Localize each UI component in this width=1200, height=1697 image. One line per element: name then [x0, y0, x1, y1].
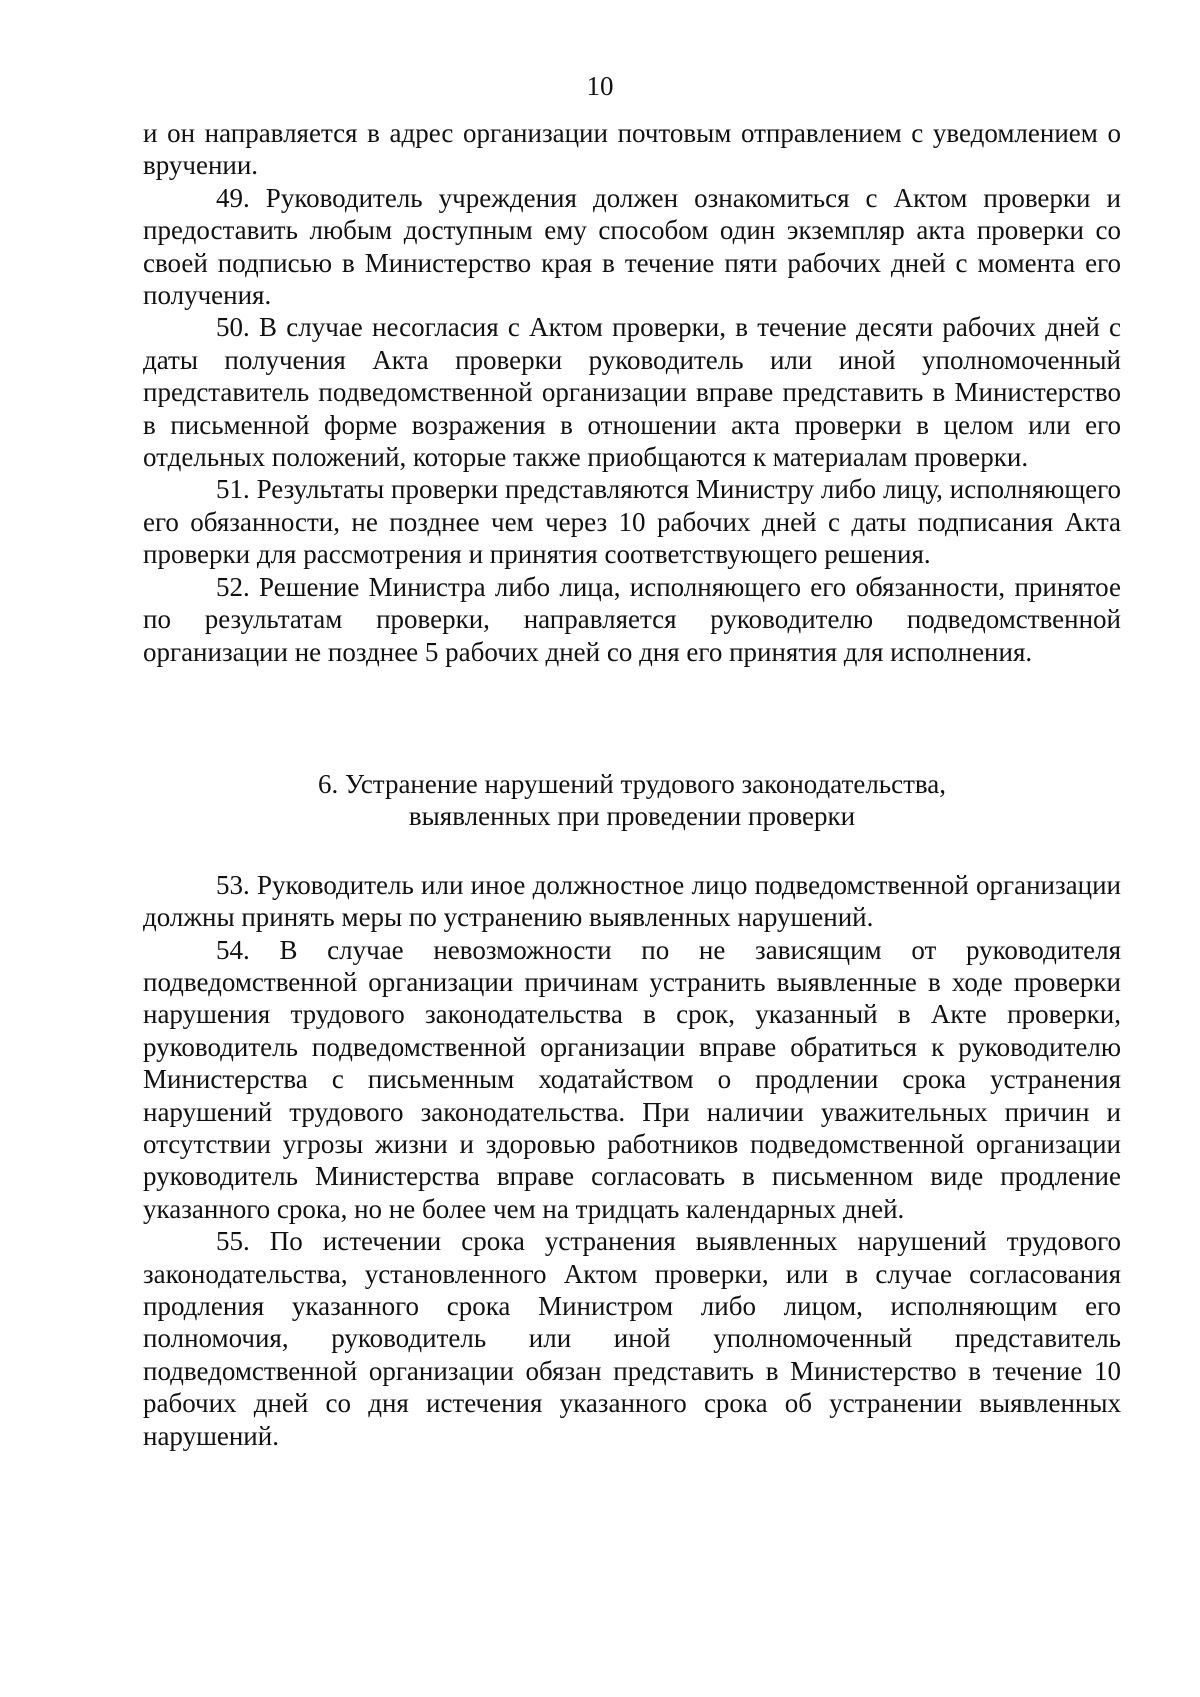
paragraph-continuation: и он направляется в адрес организации почтовым отправлением с уведомлением о вручении.	[143, 118, 1121, 181]
paragraph-52: 52. Решение Министра либо лица, исполняющего его обязанности, принятое по результатам проверки, направляется руководителю подведомственной организации не позднее 5 рабочих дней со дня его принятия для исполнения.	[143, 571, 1121, 667]
paragraph-51: 51. Результаты проверки представляются Министру либо лицу, исполняющего его обязанности, не позднее чем через 10 рабочих дней с даты подписания Акта проверки для рассмотрения и принятия соответствующего решения.	[143, 474, 1121, 570]
section-heading-line-1: 6. Устранение нарушений трудового законодательства,	[317, 768, 947, 799]
section-heading-line-2: выявленных при проведении проверки	[408, 801, 856, 832]
paragraph-50: 50. В случае несогласия с Актом проверки, в течение десяти рабочих дней с даты получения Акта проверки руководитель или иной уполномоченный представитель подведомственной организации вправе представить в Министерство в письменной форме возражения в отношении акта проверки в целом или его отдельных положений, которые также приобщаются к материалам проверки.	[143, 312, 1121, 473]
paragraph-55: 55. По истечении срока устранения выявленных нарушений трудового законодательства, установленного Актом проверки, или в случае согласования продления указанного срока Министром либо лицом, исполняющим его полномочия, руководитель или иной уполномоченный представитель подведомственной организации обязан представить в Министерство в течение 10 рабочих дней со дня истечения указанного срока об устранении выявленных нарушений.	[143, 1226, 1121, 1451]
paragraph-54: 54. В случае невозможности по не зависящим от руководителя подведомственной организации причинам устранить выявленные в ходе проверки нарушения трудового законодательства в срок, указанный в Акте проверки, руководитель подведомственной организации вправе обратиться к руководителю Министерства с письменным ходатайством о продлении срока устранения нарушений трудового законодательства. При наличии уважительных причин и отсутствии угрозы жизни и здоровью работников подведомственной организации руководитель Министерства вправе согласовать в письменном виде продление указанного срока, но не более чем на тридцать календарных дней.	[143, 934, 1121, 1224]
paragraph-49: 49. Руководитель учреждения должен ознакомиться с Актом проверки и предоставить любым доступным ему способом один экземпляр акта проверки со своей подписью в Министерство края в течение пяти рабочих дней с момента его получения.	[143, 182, 1121, 311]
spacer	[143, 833, 1121, 869]
paragraph-53: 53. Руководитель или иное должностное лицо подведомственной организации должны принять меры по устранению выявленных нарушений.	[143, 869, 1121, 933]
spacer	[143, 668, 1121, 768]
section-heading	[143, 768, 1121, 833]
page-number: 10	[586, 71, 614, 101]
document-body	[143, 117, 1121, 1452]
